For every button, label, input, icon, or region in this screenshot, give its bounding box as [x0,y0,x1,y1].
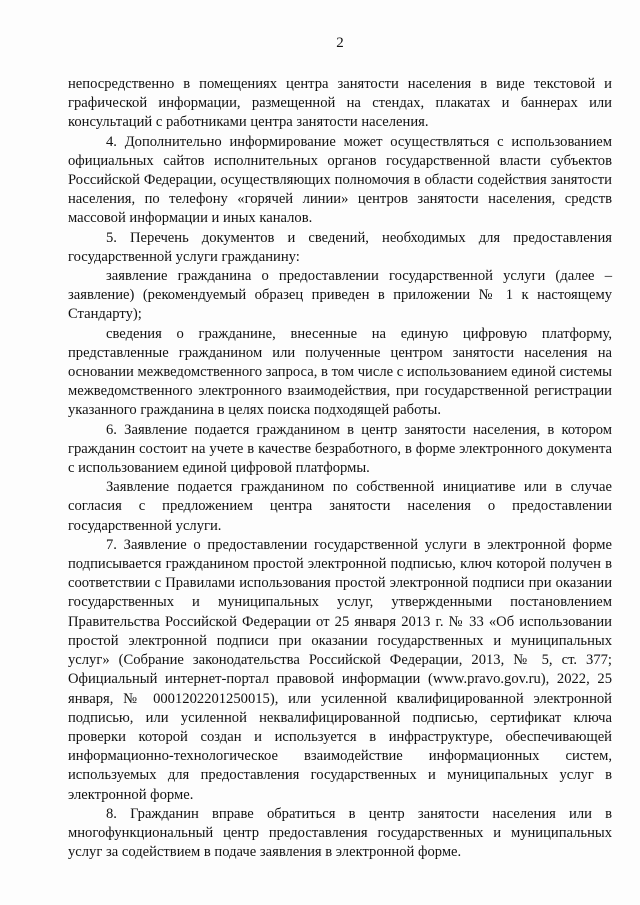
paragraph-application: заявление гражданина о предоставлении государственной услуги (далее – заявление) (рекомендуемый образец приведен в приложении № 1 к настоящему Стандарту); [68,268,612,323]
paragraph-item-8: 8. Гражданин вправе обратиться в центр занятости населения или в многофункциональный центр предоставления государственных и муниципальных услуг за содействием в подаче заявления в электронной форме. [68,805,612,861]
paragraph-initiative: Заявление подается гражданином по собственной инициативе или в случае согласия с предложением центра занятости населения о предоставлении государственной услуги. [68,479,612,534]
paragraph-item-5: 5. Перечень документов и сведений, необходимых для предоставления государственной услуги гражданину: [68,229,612,265]
paragraph-item-7: 7. Заявление о предоставлении государственной услуги в электронной форме подписывается гражданином простой электронной подписью, ключ которой получен в соответствии с Правилами использования простой электронной подписи при оказании государственных и муниципальных услуг, утвержденными постановлением Правительства Российской Федерации от 25 января 2013 г. № 33 «Об использовании простой электронной подписи при оказании государственных и муниципальных услуг» (Собрание законодательства Российской Федерации, 2013, № 5, ст. 377; Официальный интернет-портал правовой информации (www.pravo.gov.ru), 2022, 25 января, № 0001202201250015), или усиленной квалифицированной электронной подписью, или усиленной неквалифицированной подписью, сертификат ключа проверки которой создан и используется в инфраструктуре, обеспечивающей информационно-технологическое взаимодействие информационных систем, используемых для предоставления государственных и муниципальных услуг в электронной форме. [68,536,612,803]
paragraph-item-4: 4. Дополнительно информирование может осуществляться с использованием официальных сайтов исполнительных органов государственной власти субъектов Российской Федерации, осуществляющих полномочия в области содействия занятости населения, по телефону «горячей линии» центров занятости населения, средств массовой информации и иных каналов. [68,133,612,227]
page-number: 2 [336,35,344,51]
paragraph-continuation: непосредственно в помещениях центра занятости населения в виде текстовой и графической информации, размещенной на стендах, плакатах и баннерах или консультаций с работниками центра занятости населения. [68,76,612,131]
paragraph-citizen-info: сведения о гражданине, внесенные на единую цифровую платформу, представленные гражданином или полученные центром занятости населения на основании межведомственного запроса, в том числе с использованием единой системы межведомственного электронного взаимодействия, при государственной регистрации указанного гражданина в целях поиска подходящей работы. [68,325,612,419]
paragraph-item-6: 6. Заявление подается гражданином в центр занятости населения, в котором гражданин состоит на учете в качестве безработного, в форме электронного документа с использованием единой цифровой платформы. [68,421,612,477]
